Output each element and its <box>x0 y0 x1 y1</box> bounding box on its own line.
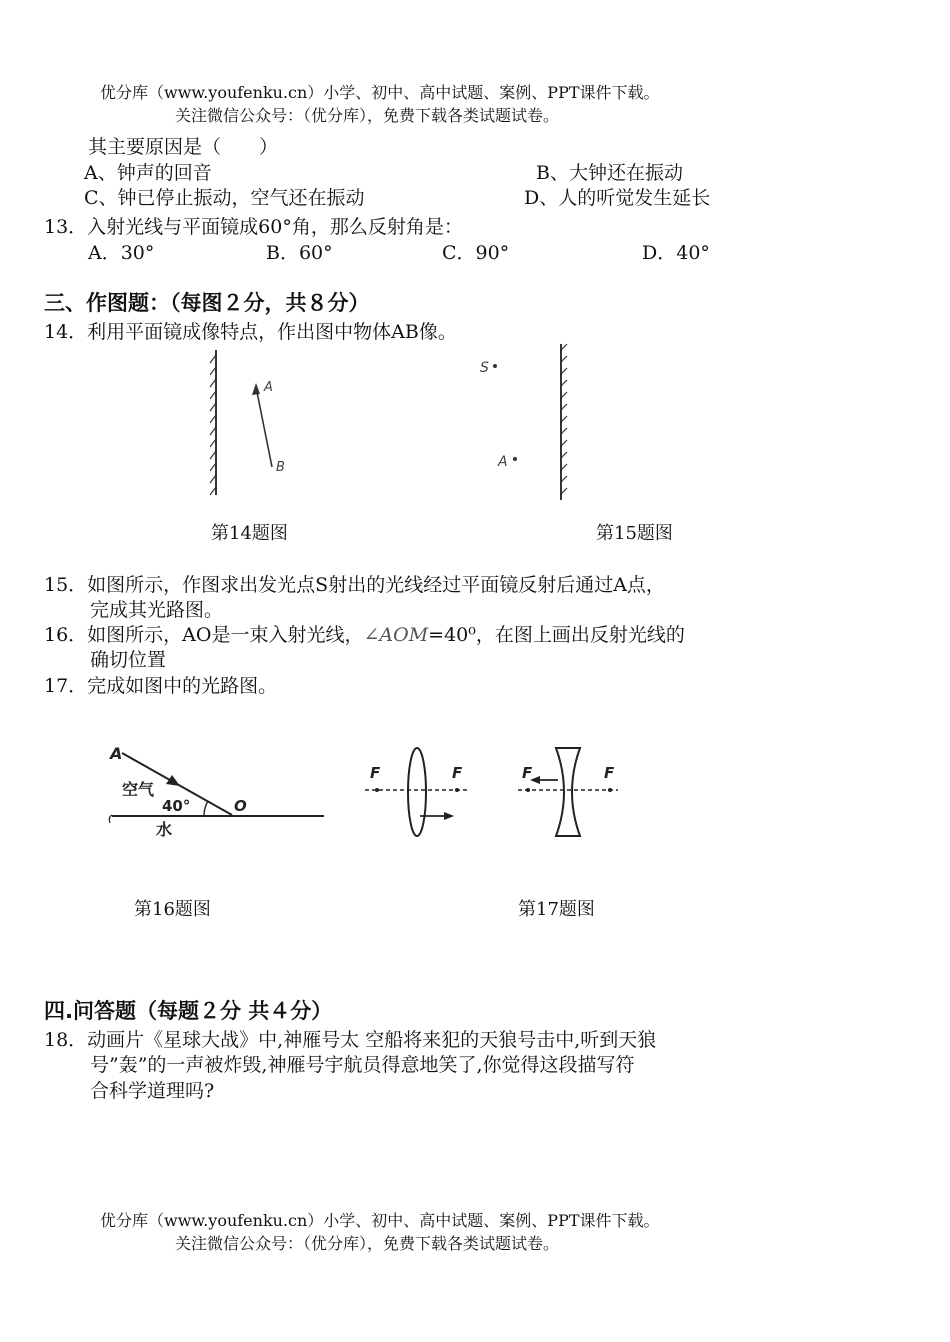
header-line-2: 关注微信公众号：（优分库），免费下载各类试题试卷。 <box>175 106 560 125</box>
label-f-right-1: F <box>452 764 463 782</box>
section-3-title: 三、作图题：（每图２分，共８分） <box>44 291 370 315</box>
figure-14-caption: 第14题图 <box>211 523 288 544</box>
label-s: S <box>480 360 489 376</box>
q16-angle: ∠AOM <box>363 624 429 646</box>
ray-arrow-icon <box>444 812 454 820</box>
footer-line-1: 优分库（www.youfenku.cn）小学、初中、高中试题、案例、PPT课件下载。 <box>100 1211 660 1230</box>
figure-17-caption: 第17题图 <box>518 899 595 920</box>
q16-line-1-pre: 16．如图所示，AO是一束入射光线， <box>44 624 364 646</box>
convex-lens-diagram <box>365 748 468 836</box>
figure-16 <box>100 735 330 845</box>
label-angle: 40° <box>162 797 191 815</box>
point-s <box>493 364 497 368</box>
concave-lens <box>556 748 580 836</box>
section-4-title: 四.问答题（每题２分 共４分） <box>44 999 333 1023</box>
footer-line-2: 关注微信公众号：（优分库），免费下载各类试题试卷。 <box>175 1234 560 1253</box>
convex-lens <box>408 748 426 836</box>
angle-arc <box>204 801 208 815</box>
label-f-left-2: F <box>522 764 533 782</box>
q16-line-1-post: =40⁰，在图上画出反射光线的 <box>428 624 685 646</box>
q16-line-2: 确切位置 <box>90 649 167 671</box>
arrow-head-icon <box>252 383 260 395</box>
label-air: 空气 <box>122 780 155 799</box>
q13-stem: 13．入射光线与平面镜成60°角，那么反射角是： <box>44 216 463 238</box>
q15-line-2: 完成其光路图。 <box>90 599 224 621</box>
label-b: B <box>276 460 285 475</box>
q14-stem: 14．利用平面镜成像特点，作出图中物体AB像。 <box>44 321 457 343</box>
q18-line-2: 号”轰”的一声被炸毁,神雁号宇航员得意地笑了,你觉得这段描写符 <box>90 1054 635 1076</box>
q12-option-a: A、钟声的回音 <box>84 162 212 184</box>
label-f-left-1: F <box>370 764 381 782</box>
q13-option-d: D．40° <box>642 242 710 264</box>
concave-lens-diagram <box>518 748 618 836</box>
q15-line-1: 15．如图所示，作图求出发光点S射出的光线经过平面镜反射后通过A点， <box>44 574 665 596</box>
figure-15-caption: 第15题图 <box>596 523 673 544</box>
q18-line-1: 18．动画片《星球大战》中,神雁号太 空船将来犯的天狼号击中,听到天狼 <box>44 1029 657 1051</box>
ray-arrow-icon <box>166 775 180 786</box>
figure-17 <box>360 740 630 850</box>
label-a: A <box>498 454 508 470</box>
point-a <box>513 457 517 461</box>
q13-option-a: A．30° <box>88 242 155 264</box>
label-a: A <box>264 380 273 395</box>
q12-option-d: D、人的听觉发生延长 <box>524 187 711 209</box>
label-a: A <box>110 744 123 763</box>
label-water: 水 <box>156 820 173 839</box>
object-ab-arrow <box>256 387 272 467</box>
q16-line-1 <box>44 620 685 647</box>
label-o: O <box>234 797 247 815</box>
q13-option-b: B．60° <box>266 242 333 264</box>
q18-line-3: 合科学道理吗? <box>90 1080 215 1102</box>
figure-14 <box>200 345 310 505</box>
figure-15 <box>470 340 590 505</box>
q12-option-b: B、大钟还在振动 <box>536 162 683 184</box>
header-line-1: 优分库（www.youfenku.cn）小学、初中、高中试题、案例、PPT课件下载。 <box>100 83 660 102</box>
q13-option-c: C．90° <box>442 242 510 264</box>
label-f-right-2: F <box>604 764 615 782</box>
figure-16-caption: 第16题图 <box>134 899 211 920</box>
q12-option-c: C、钟已停止振动，空气还在振动 <box>84 187 365 209</box>
q17-stem: 17．完成如图中的光路图。 <box>44 675 278 697</box>
q12-stem: 其主要原因是（ ） <box>88 136 279 158</box>
